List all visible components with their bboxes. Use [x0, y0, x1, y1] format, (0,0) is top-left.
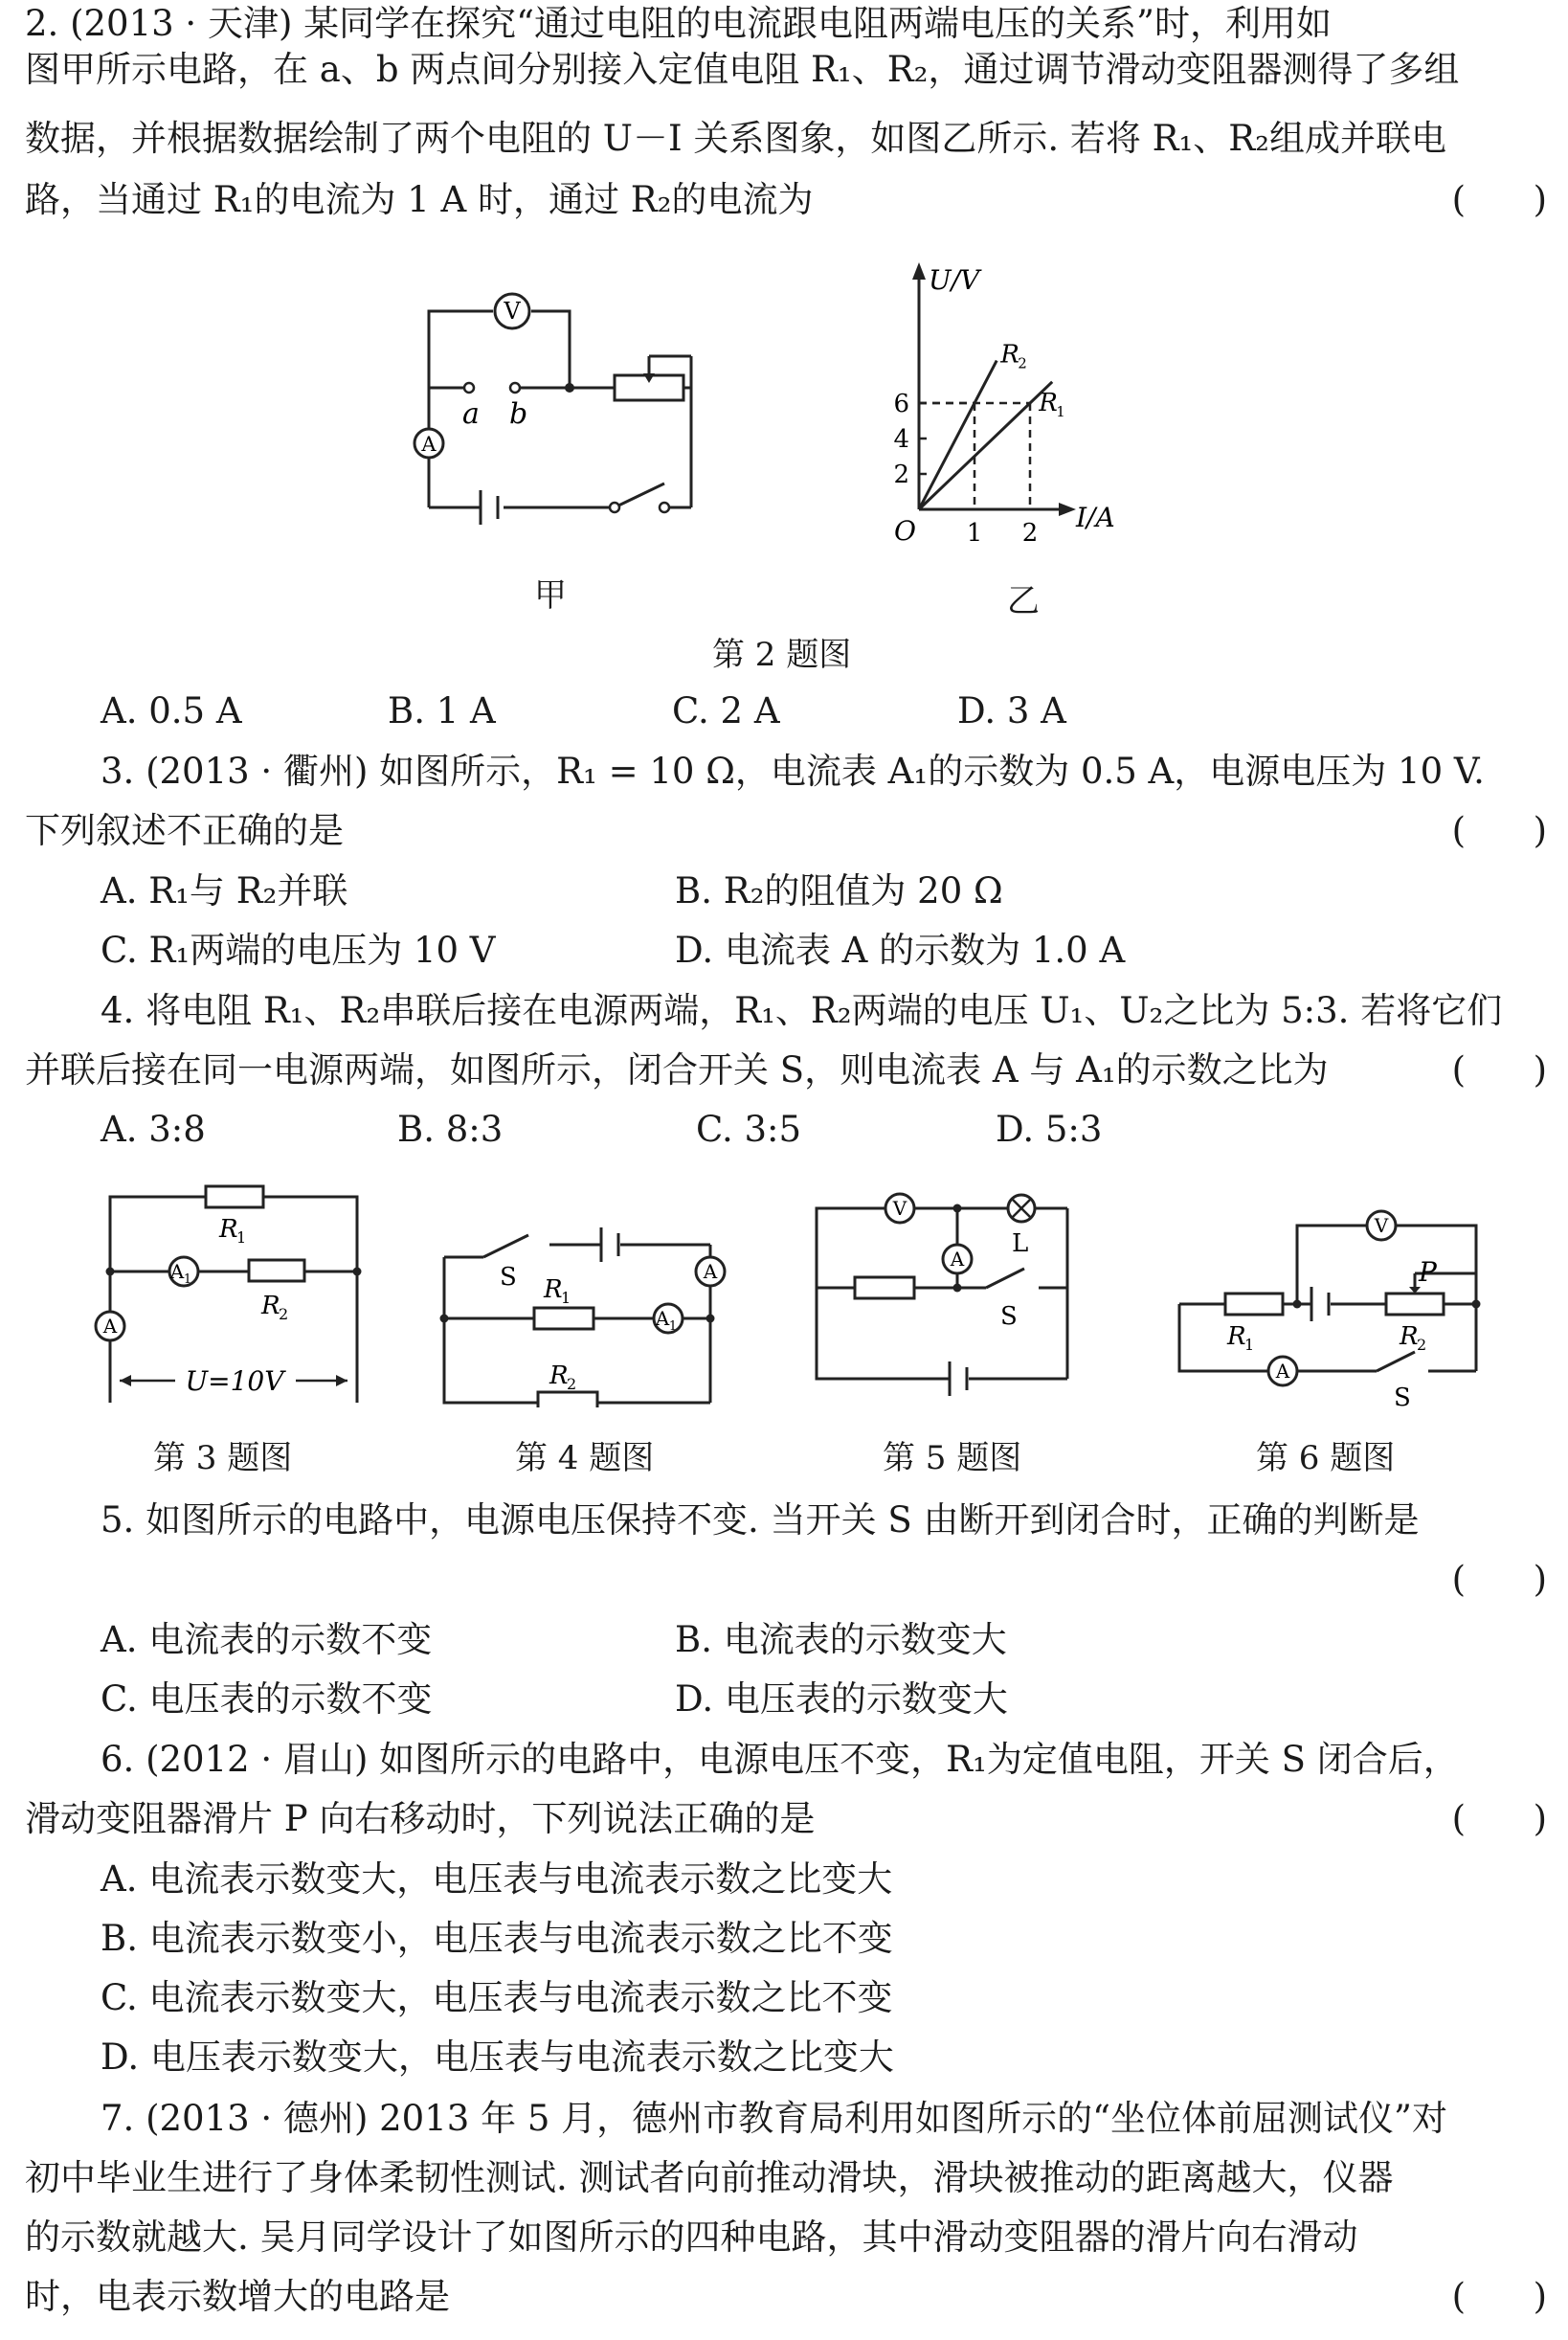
q7-line-2: 初中毕业生进行了身体柔韧性测试. 测试者向前推动滑块，滑块被推动的距离越大，仪器 [25, 2157, 1394, 2198]
graph-y-tick-label: 4 [893, 425, 909, 454]
fig5-switch-label: S [1000, 1302, 1018, 1331]
q2-line-2: 图甲所示电路，在 a、b 两点间分别接入定值电阻 R₁、R₂，通过调节滑动变阻器测得了多组 [25, 49, 1460, 90]
q2-option-d: D. 3 A [957, 690, 1066, 731]
graph-y-arrow [912, 262, 926, 280]
q3-line-2: 下列叙述不正确的是 [25, 810, 344, 851]
fig3-a1-sub: 1 [183, 1272, 192, 1287]
q2-label-b: b [509, 397, 528, 431]
fig4-r2-label: R [549, 1361, 569, 1390]
fig6-a-label: A [1275, 1360, 1290, 1383]
fig5-a-label: A [950, 1248, 965, 1271]
q7-line-1: 7. (2013 · 德州) 2013 年 5 月，德州市教育局利用如图所示的“坐位体前屈测试仪”对 [101, 2098, 1447, 2139]
q2-line-1: 2. (2013 · 天津) 某同学在探究“通过电阻的电流跟电阻两端电压的关系”时，利用如 [25, 3, 1332, 44]
q2-option-a: A. 0.5 A [101, 690, 242, 731]
q3-option-c: C. R₁两端的电压为 10 V [101, 930, 496, 971]
graph-series-line-0 [919, 361, 997, 509]
q7-line-4: 时，电表示数增大的电路是 [25, 2276, 450, 2317]
q5-option-a: A. 电流表的示数不变 [101, 1619, 433, 1660]
q4-answer-paren: ( ) [1451, 1049, 1547, 1091]
graph-x-arrow [1059, 503, 1076, 516]
fig3-voltage-label: U=10V [185, 1365, 284, 1397]
graph-x-tick-label: 1 [966, 519, 983, 548]
fig6-r1-sub: 1 [1244, 1336, 1255, 1354]
q7-line-3: 的示数就越大. 吴月同学设计了如图所示的四种电路，其中滑动变阻器的滑片向右滑动 [25, 2216, 1358, 2258]
q5-line-1: 5. 如图所示的电路中，电源电压保持不变. 当开关 S 由断开到闭合时，正确的判断是 [101, 1499, 1420, 1541]
graph-y-tick-label: 6 [893, 390, 909, 418]
fig6-r2-sub: 2 [1417, 1336, 1427, 1354]
fig6-slider-label: P [1419, 1256, 1437, 1288]
q4-option-a: A. 3:8 [101, 1109, 206, 1150]
fig4-r1-label: R [544, 1275, 563, 1304]
fig5-circuit [809, 1187, 1115, 1412]
fig4-r1-sub: 1 [561, 1289, 571, 1307]
q5-option-d: D. 电压表的示数变大 [675, 1678, 1008, 1720]
q6-option-a: A. 电流表示数变大，电压表与电流表示数之比变大 [101, 1858, 893, 1900]
q3-option-b: B. R₂的阻值为 20 Ω [675, 870, 1003, 911]
q6-option-b: B. 电流表示数变小，电压表与电流表示数之比不变 [101, 1918, 893, 1959]
fig4-circuit [431, 1192, 737, 1407]
q6-line-2: 滑动变阻器滑片 P 向右移动时，下列说法正确的是 [25, 1798, 816, 1839]
fig5-lamp-label: L [1012, 1229, 1029, 1258]
q6-option-c: C. 电流表示数变大，电压表与电流表示数之比不变 [101, 1977, 893, 2018]
q5-option-c: C. 电压表的示数不变 [101, 1678, 433, 1720]
q3-answer-paren: ( ) [1451, 810, 1547, 851]
q2-label-a: a [462, 397, 480, 431]
q4-line-2: 并联后接在同一电源两端，如图所示，闭合开关 S，则电流表 A 与 A₁的示数之比为 [25, 1049, 1329, 1091]
q4-option-d: D. 5:3 [996, 1109, 1103, 1150]
fig6-circuit [1168, 1197, 1493, 1412]
graph-series-label-sub-0: 2 [1018, 354, 1027, 372]
graph-ylabel: U/V [929, 264, 980, 296]
q2-ammeter-label: A [421, 433, 437, 456]
q4-option-b: B. 8:3 [397, 1109, 504, 1150]
fig3-circuit [91, 1178, 378, 1407]
fig3-a1-label: A [169, 1260, 185, 1283]
q2-voltmeter-label: V [504, 298, 521, 325]
q2-ui-graph [842, 251, 1187, 557]
fig4-caption: 第 4 题图 [515, 1439, 655, 1477]
fig3-caption: 第 3 题图 [153, 1439, 293, 1477]
graph-xlabel: I/A [1076, 502, 1115, 533]
fig6-switch-label: S [1394, 1384, 1411, 1412]
graph-series-label-1: R [1039, 388, 1058, 417]
q4-option-c: C. 3:5 [696, 1109, 802, 1150]
q2-option-b: B. 1 A [388, 690, 496, 731]
fig3-r2-sub: 2 [279, 1305, 289, 1323]
q3-option-a: A. R₁与 R₂并联 [101, 870, 348, 911]
fig4-a-label: A [703, 1260, 718, 1283]
q4-line-1: 4. 将电阻 R₁、R₂串联后接在电源两端，R₁、R₂两端的电压 U₁、U₂之比为 5:3. 若将它们 [101, 990, 1503, 1031]
q3-option-d: D. 电流表 A 的示数为 1.0 A [675, 930, 1126, 971]
q5-option-b: B. 电流表的示数变大 [675, 1619, 1007, 1660]
q2-fig-left-caption: 甲 [534, 576, 567, 615]
fig3-a-label: A [102, 1315, 118, 1338]
q2-line-4: 路，当通过 R₁的电流为 1 A 时，通过 R₂的电流为 [25, 179, 814, 220]
q2-answer-paren: ( ) [1451, 179, 1547, 220]
q2-fig-right-caption: 乙 [1007, 582, 1040, 620]
graph-y-tick-label: 2 [893, 461, 909, 489]
fig3-r1-label: R [219, 1215, 238, 1244]
q6-answer-paren: ( ) [1451, 1798, 1547, 1839]
fig4-a1-sub: 1 [668, 1319, 678, 1334]
q5-answer-paren: ( ) [1451, 1559, 1547, 1600]
fig4-a1-label: A [655, 1307, 670, 1330]
graph-x-tick-label: 2 [1021, 519, 1039, 548]
fig5-v-label: V [892, 1197, 907, 1220]
q2-option-c: C. 2 A [672, 690, 780, 731]
fig6-caption: 第 6 题图 [1256, 1439, 1396, 1477]
q6-option-d: D. 电压表示数变大，电压表与电流表示数之比变大 [101, 2036, 894, 2078]
q2-circuit-figure [402, 287, 718, 555]
q6-line-1: 6. (2012 · 眉山) 如图所示的电路中，电源电压不变，R₁为定值电阻，开关 S 闭合后， [101, 1739, 1459, 1780]
fig3-r1-sub: 1 [236, 1228, 247, 1247]
q7-answer-paren: ( ) [1451, 2276, 1547, 2317]
q2-line-3: 数据，并根据数据绘制了两个电阻的 U－I 关系图象，如图乙所示. 若将 R₁、R₂组成并联电 [25, 118, 1446, 159]
fig6-r1-label: R [1227, 1322, 1246, 1351]
graph-origin-label: O [894, 515, 916, 547]
fig6-v-label: V [1374, 1214, 1389, 1237]
fig4-switch-label: S [500, 1263, 517, 1292]
fig3-r2-label: R [261, 1292, 280, 1320]
fig6-r2-label: R [1400, 1322, 1419, 1351]
q3-line-1: 3. (2013 · 衢州) 如图所示，R₁ = 10 Ω，电流表 A₁的示数为 0.5 A，电源电压为 10 V. [101, 751, 1485, 792]
q2-figure-caption: 第 2 题图 [712, 636, 852, 674]
fig4-r2-sub: 2 [567, 1375, 577, 1393]
graph-series-line-1 [919, 382, 1052, 509]
graph-series-label-sub-1: 1 [1056, 402, 1065, 420]
fig5-caption: 第 5 题图 [883, 1439, 1022, 1477]
graph-series-label-0: R [1000, 340, 1019, 370]
